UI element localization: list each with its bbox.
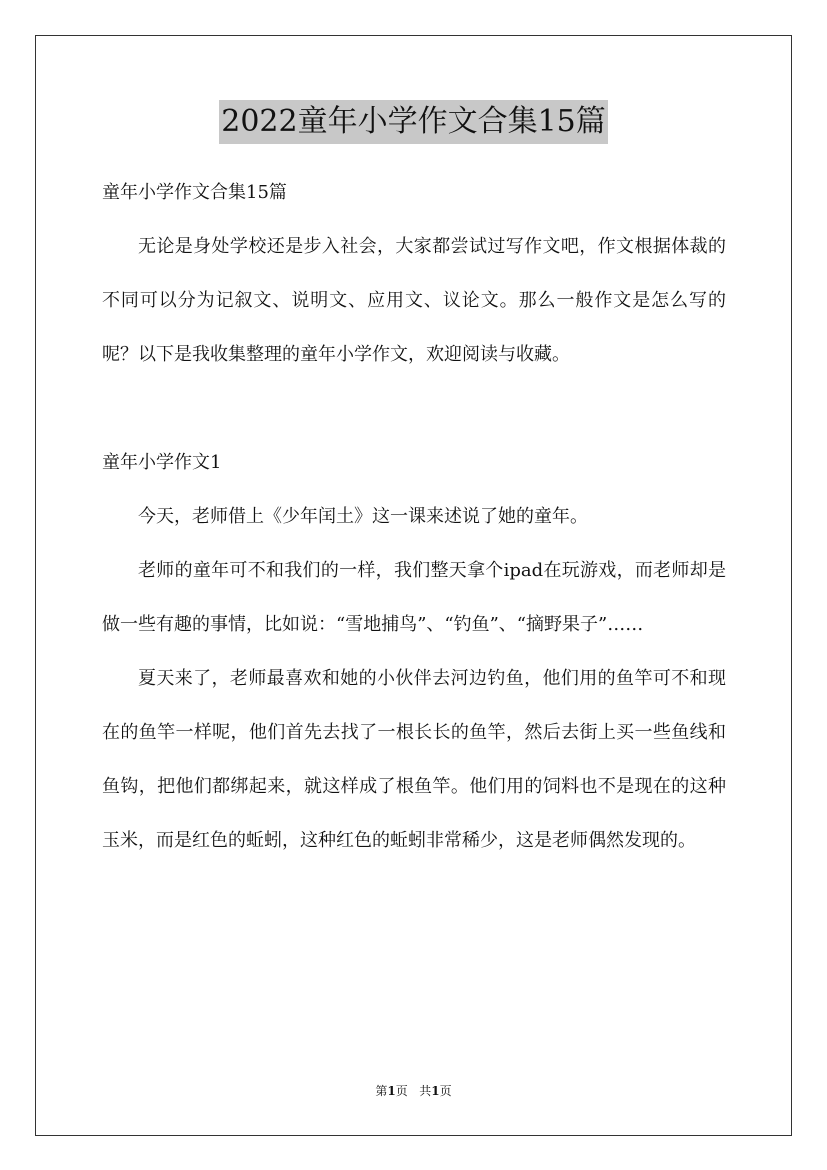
total-prefix: 共 [419,1084,432,1098]
page-prefix: 第 [375,1084,388,1098]
body-paragraph: 夏天来了，老师最喜欢和她的小伙伴去河边钓鱼，他们用的鱼竿可不和现在的鱼竿一样呢，他们首先去找了一根长长的鱼竿，然后去街上买一些鱼线和鱼钩，把他们都绑起来，就这样成了根鱼竿。他们用的饲料也不是现在的这种玉米，而是红色的蚯蚓，这种红色的蚯蚓非常稀少，这是老师偶然发现的。 [102,668,726,851]
body-paragraph: 今天，老师借上《少年闰土》这一课来述说了她的童年。 [138,506,588,527]
total-suffix: 页 [439,1084,452,1098]
page-footer [0,1082,827,1099]
document-body [102,170,726,868]
total-number: 1 [431,1084,440,1098]
section-heading: 童年小学作文1 [102,452,222,473]
document-title: 2022童年小学作文合集15篇 [219,100,608,144]
page-number: 1 [387,1084,396,1098]
intro-paragraph: 无论是身处学校还是步入社会，大家都尝试过写作文吧，作文根据体裁的不同可以分为记叙文、说明文、应用文、议论文。那么一般作文是怎么写的呢？以下是我收集整理的童年小学作文，欢迎阅读与收藏。 [102,236,726,365]
document-subtitle: 童年小学作文合集15篇 [102,182,287,203]
section-spacer [102,382,726,436]
body-paragraph: 老师的童年可不和我们的一样，我们整天拿个ipad在玩游戏，而老师却是做一些有趣的事情，比如说：“雪地捕鸟”、“钓鱼”、“摘野果子”…… [102,560,726,635]
page-suffix: 页 [395,1084,408,1098]
title-container [0,100,827,144]
